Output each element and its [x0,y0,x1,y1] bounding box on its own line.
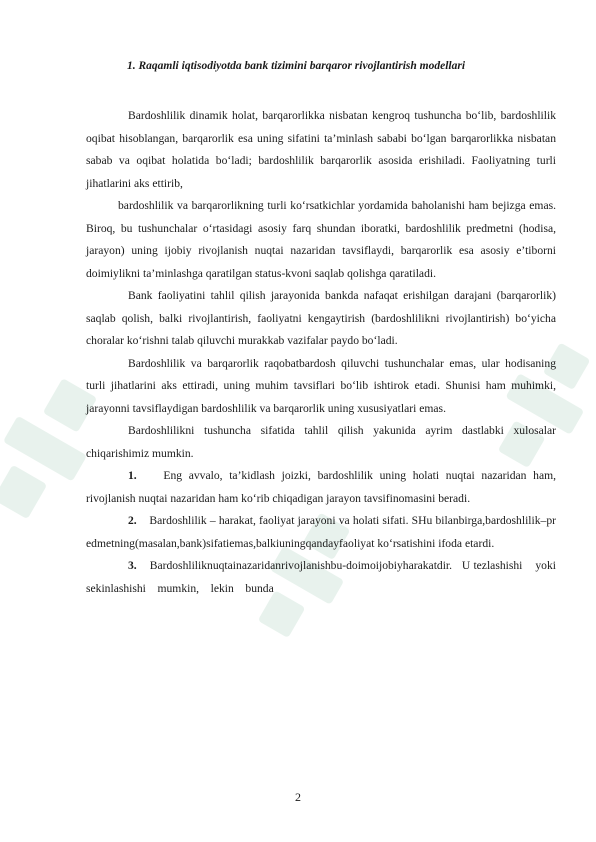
numbered-item-3 [86,555,568,600]
paragraph-5: Bardoshlilikni tushuncha sifatida tahlil qilish yakunida ayrim dastlabki xulosalar chiqarishimiz mumkin. [86,424,556,460]
numbered-item-2-number: 2. [128,514,137,527]
page-number: 2 [295,790,301,804]
paragraph-4: Bardoshlilik va barqarorlik raqobatbardosh qiluvchi tushunchalar emas, ular hodisaning turli jihatlarini aks ettiradi, uning muhim tavsiflari bo‘lib ishtirok etadi. Shunisi ham muhimki, jarayonni tavsiflaydigan bardoshlilik va barqarorlik uning xususiyatlari emas. [86,356,556,415]
numbered-item-1-number: 1. [128,469,137,482]
numbered-item-2 [86,510,556,555]
body-text [86,105,568,600]
numbered-item-1-text: Eng avvalo, ta’kidlash joizki, bardoshlilik uning holati nuqtai nazaridan ham, rivojlanish nuqtai nazaridan ham ko‘rib chiqadigan jarayon tavsifinomasini beradi. [86,469,557,505]
numbered-item-1 [86,465,556,510]
numbered-item-3-number: 3. [128,559,137,572]
paragraph-3: Bank faoliyatini tahlil qilish jarayonida bankda nafaqat erishilgan darajani (barqarorlik) saqlab qolish, balki rivojlantirish, faoliyatni kengaytirish (bardoshlilikni rivojlantirish) bo‘yicha choralar ko‘rishni talab qiluvchi murakkab vazifalar paydo bo‘ladi. [86,289,556,347]
document-content [86,58,568,600]
numbered-item-3-text: Bardoshliliknuqtainazaridanrivojlanishbu-doimoijobiyharakatdir. U tezlashishi yoki sekinlashishi mumkin, lekin bunda [86,559,568,595]
paragraph-1: Bardoshlilik dinamik holat, barqarorlikka nisbatan kengroq tushuncha bo‘lib, bardoshlilik oqibat hisoblangan, barqarorlik esa uning sifatini ta’minlash sababi bo‘lgan barqarorlikka nisbatan sabab va oqibat holatida bo‘ladi; bardoshlilik barqarorlik asosida erishiladi. Faoliyatning turli jihatlarini aks ettirib, [86,109,556,190]
section-title: 1. Raqamli iqtisodiyotda bank tizimini barqaror rivojlantirish modellari [127,60,466,72]
numbered-item-2-text: Bardoshlilik – harakat, faoliyat jarayoni va holati sifati. SHu bilanbirga,bardoshlilik–predmetning(masalan,bank)sifatiemas,balkiuningqandayfaoliyat ko‘rsatishini ifoda etardi. [86,514,556,550]
paragraph-2: bardoshlilik va barqarorlikning turli ko‘rsatkichlar yordamida baholanishi ham bejizga emas. Biroq, bu tushunchalar o‘rtasidagi asosiy farq shundan iboratki, bardoshlilik predmetni (hodisa, jarayon) uning ijobiy rivojlanish nuqtai nazaridan tavsiflaydi, barqarorlik esa asosiy e’tiborni doimiylikni ta’minlashga qaratilgan status-kvoni saqlab qolishga qaratiladi. [86,199,556,280]
